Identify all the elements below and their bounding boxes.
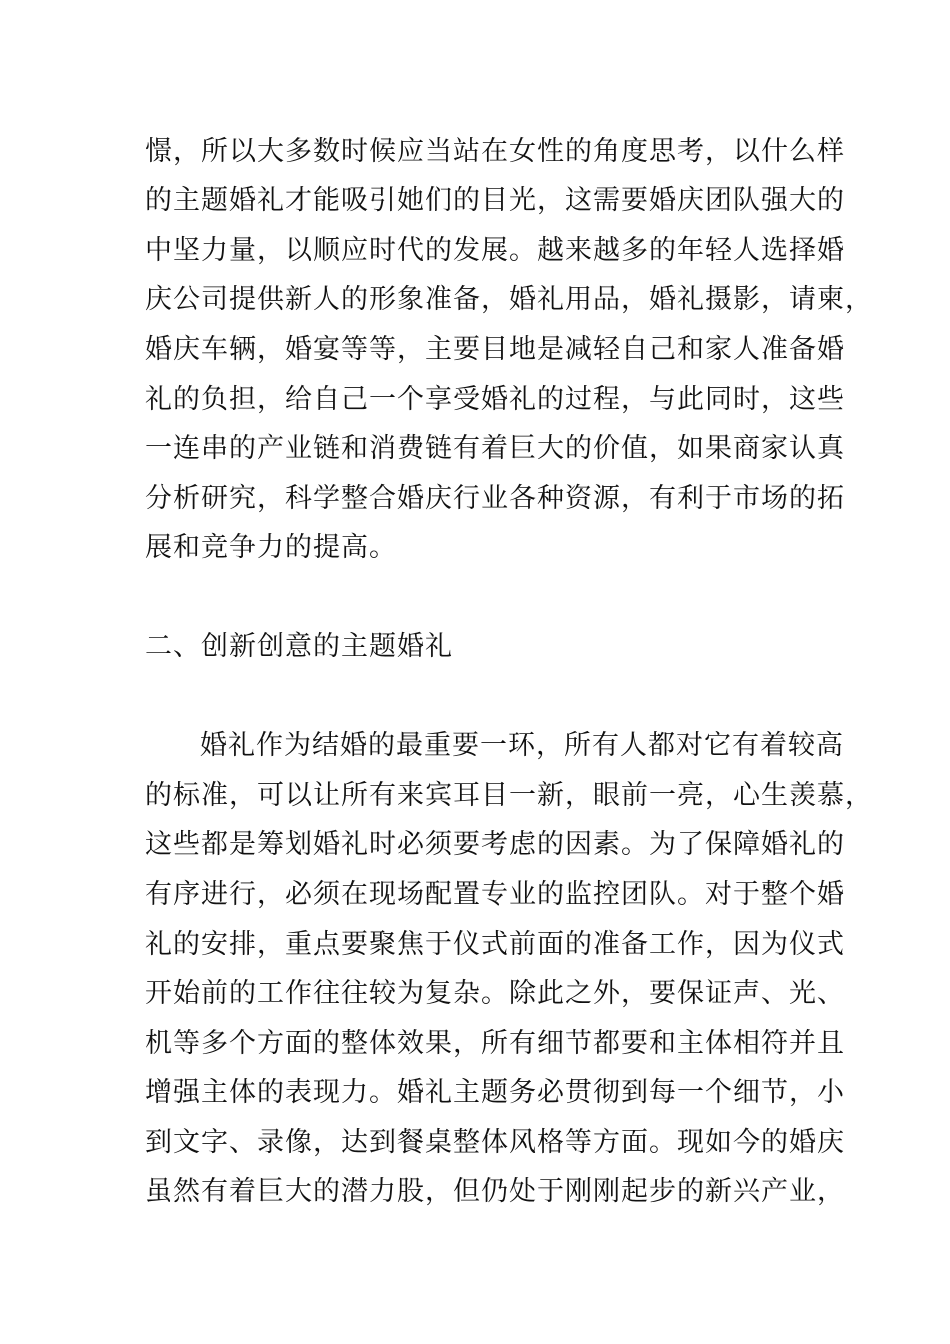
paragraph-1-line-4: 庆公司提供新人的形象准备，婚礼用品，婚礼摄影，请柬，: [145, 284, 873, 315]
paragraph-1-line-1: 憬，所以大多数时候应当站在女性的角度思考，以什么样: [145, 136, 845, 167]
paragraph-1-line-9: 展和竞争力的提高。: [145, 532, 397, 563]
paragraph-2-line-2: 的标准，可以让所有来宾耳目一新，眼前一亮，心生羡慕，: [145, 780, 873, 811]
paragraph-1-line-8: 分析研究，科学整合婚庆行业各种资源，有利于市场的拓: [145, 483, 845, 514]
paragraph-2-line-6: 开始前的工作往往较为复杂。除此之外，要保证声、光、: [145, 978, 845, 1009]
paragraph-2-line-10: 虽然有着巨大的潜力股，但仍处于刚刚起步的新兴产业，: [145, 1176, 845, 1207]
paragraph-2-line-3: 这些都是筹划婚礼时必须要考虑的因素。为了保障婚礼的: [145, 829, 845, 860]
paragraph-1-line-3: 中坚力量，以顺应时代的发展。越来越多的年轻人选择婚: [145, 235, 845, 266]
paragraph-1-line-6: 礼的负担，给自己一个享受婚礼的过程，与此同时，这些: [145, 384, 845, 415]
paragraph-2-line-4: 有序进行，必须在现场配置专业的监控团队。对于整个婚: [145, 879, 845, 910]
paragraph-1-line-7: 一连串的产业链和消费链有着巨大的价值，如果商家认真: [145, 433, 845, 464]
paragraph-1-line-2: 的主题婚礼才能吸引她们的目光，这需要婚庆团队强大的: [145, 185, 845, 216]
paragraph-2-line-9: 到文字、录像，达到餐桌整体风格等方面。现如今的婚庆: [145, 1127, 845, 1158]
paragraph-2-line-8: 增强主体的表现力。婚礼主题务必贯彻到每一个细节，小: [145, 1077, 845, 1108]
paragraph-2-line-7: 机等多个方面的整体效果，所有细节都要和主体相符并且: [145, 1028, 845, 1059]
paragraph-2-line-5: 礼的安排，重点要聚焦于仪式前面的准备工作，因为仪式: [145, 929, 845, 960]
section-heading: 二、创新创意的主题婚礼: [145, 631, 453, 662]
paragraph-1-line-5: 婚庆车辆，婚宴等等，主要目地是减轻自己和家人准备婚: [145, 334, 845, 365]
paragraph-2-line-1: 婚礼作为结婚的最重要一环，所有人都对它有着较高: [200, 730, 844, 761]
